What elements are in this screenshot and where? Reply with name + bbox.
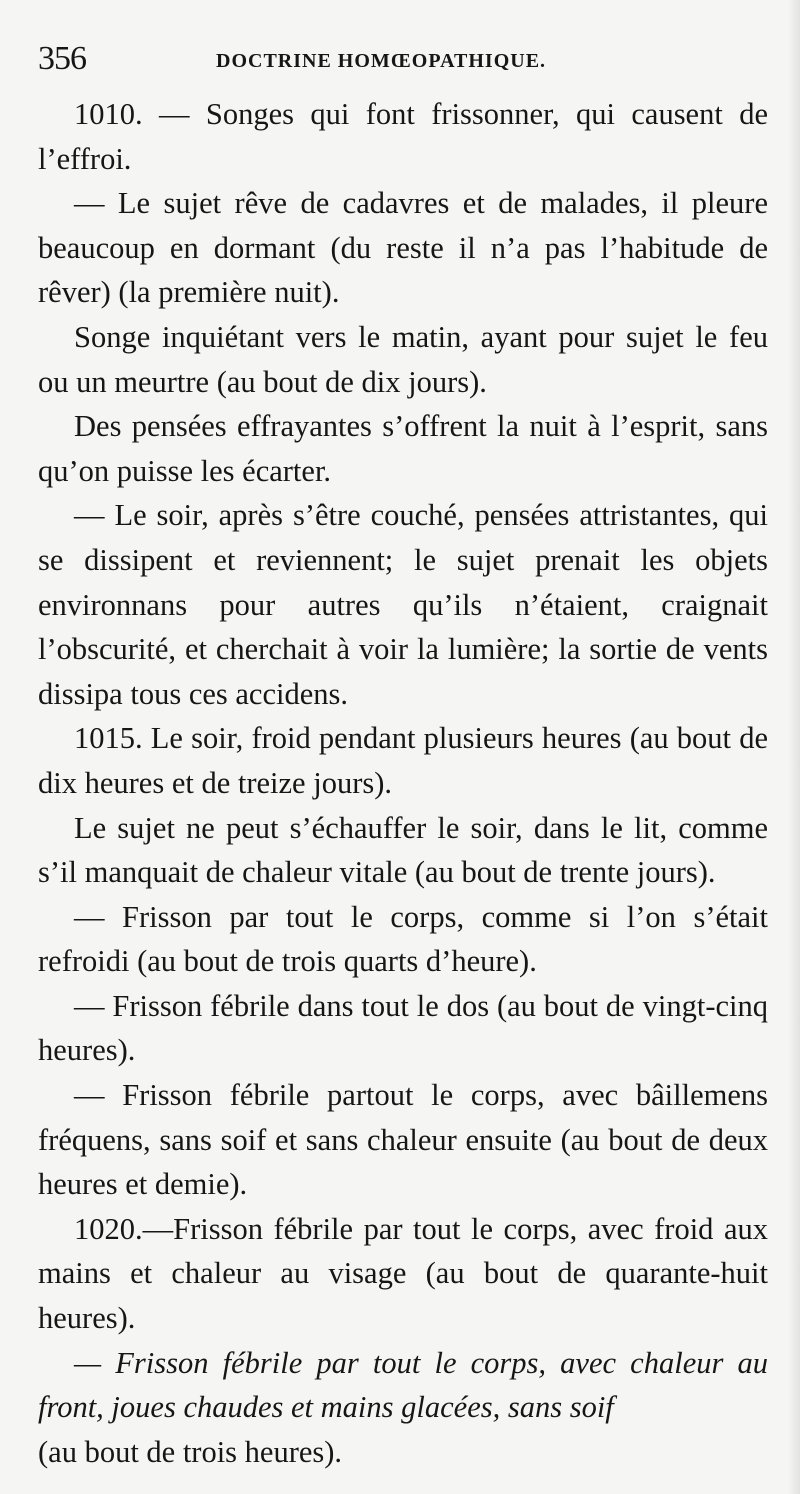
paragraph-songe-matin: Songe inquiétant vers le matin, ayant pour sujet le feu ou un meurtre (au bout de dix jours). <box>38 319 768 399</box>
paragraph-chaleur-vitale: Le sujet ne peut s’échauffer le soir, dans le lit, comme s’il manquait de chaleur vitale (au bout de trente jours). <box>38 810 768 890</box>
paragraph-soir-couche: — Le soir, après s’être couché, pensées attristantes, qui se dissipent et reviennent; le sujet prenait les objets environnans pour autres qu’ils n’étaient, craignait l’obscurité, et cherchait à voir la lumière; la sortie de vents dissipa tous ces accidens. <box>38 498 768 711</box>
paragraph-1020: 1020.—Frisson fébrile par tout le corps, avec froid aux mains et chaleur au visage (au bout de quarante-huit heures). <box>38 1211 768 1336</box>
page-edge-shadow <box>788 0 800 1494</box>
paragraph-frisson-baillemens: — Frisson fébrile partout le corps, avec bâillemens fréquens, sans soif et sans chaleur ensuite (au bout de deux heures et demie). <box>38 1078 768 1202</box>
paragraph-frisson-chaleur-front: — Frisson fébrile par tout le corps, avec chaleur au front, joues chaudes et mains glacées, sans soif <box>38 1345 768 1425</box>
page-header <box>36 40 766 80</box>
page-number: 356 <box>38 40 86 77</box>
body-text <box>38 92 768 1474</box>
paragraph-pensees-effrayantes: Des pensées effrayantes s’offrent la nuit à l’esprit, sans qu’on puisse les écarter. <box>38 409 768 488</box>
paragraph-1010: 1010. — Songes qui font frissonner, qui causent de l’effroi. <box>38 97 768 176</box>
paragraph-frisson-refroidi: — Frisson par tout le corps, comme si l’on s’était refroidi (au bout de trois quarts d’heure). <box>38 899 768 979</box>
paragraph-1015: 1015. Le soir, froid pendant plusieurs heures (au bout de dix heures et de treize jours). <box>38 721 768 800</box>
paragraph-trois-heures: (au bout de trois heures). <box>38 1434 343 1469</box>
paragraph-cadavres: — Le sujet rêve de cadavres et de malades, il pleure beaucoup en dormant (du reste il n’a pas l’habitude de rêver) (la première nuit). <box>38 186 768 310</box>
running-head: DOCTRINE HOMŒOPATHIQUE. <box>216 50 547 72</box>
paragraph-frisson-dos: — Frisson fébrile dans tout le dos (au bout de vingt-cinq heures). <box>38 988 768 1068</box>
